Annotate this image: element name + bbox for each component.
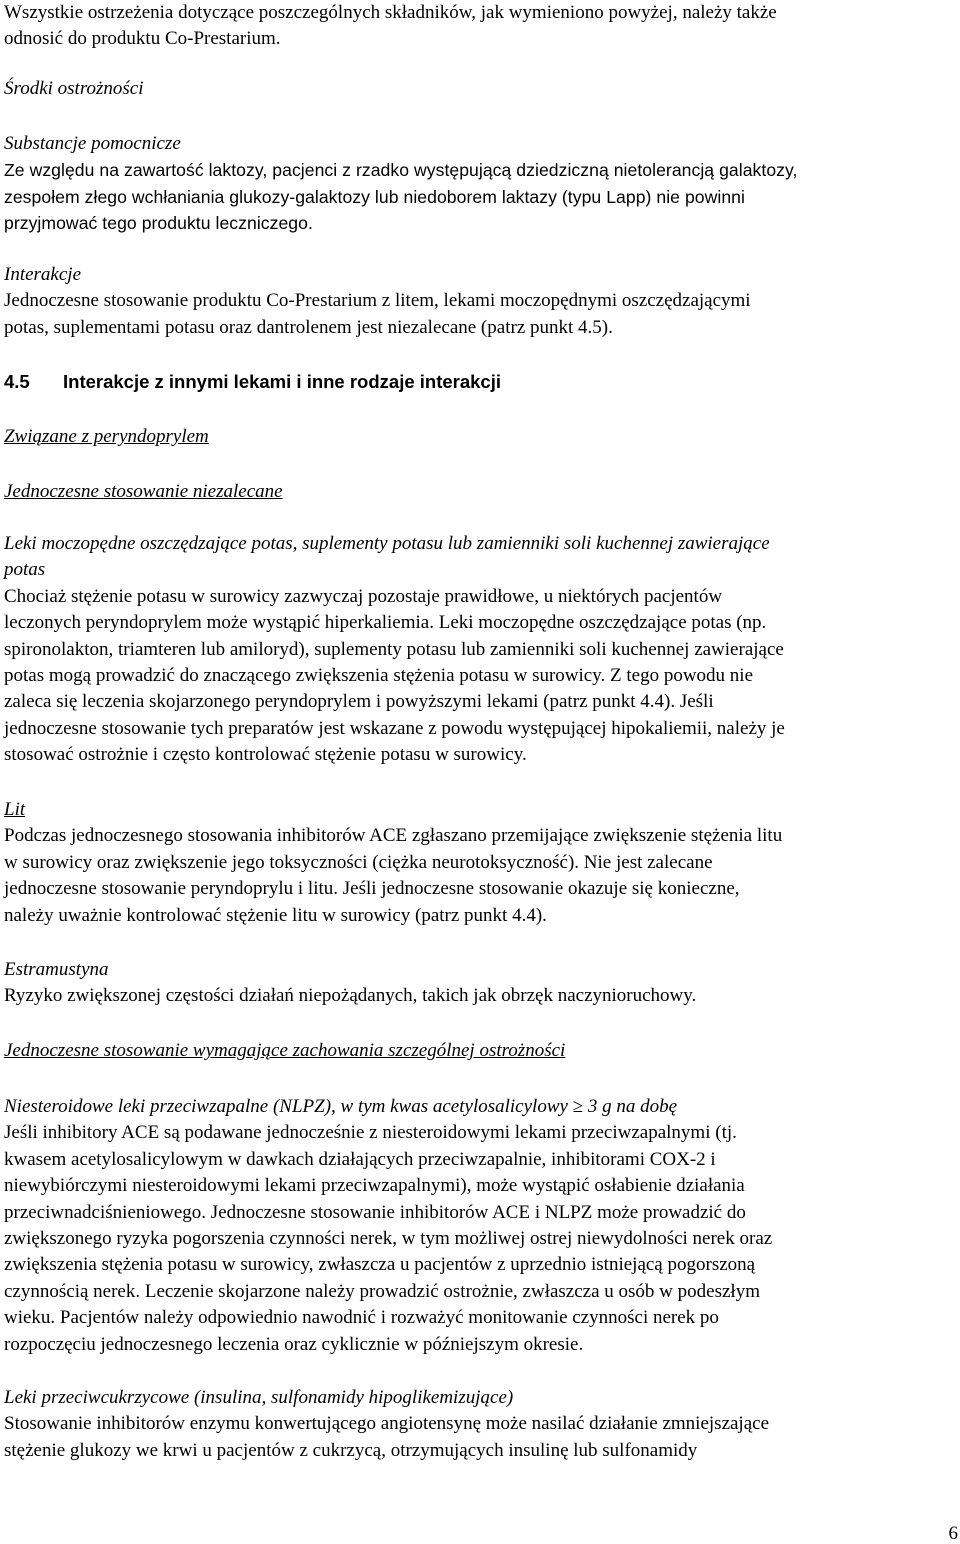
interactions-line-1: Jednoczesne stosowanie produktu Co-Prestarium z litem, lekami moczopędnymi oszczędzającymi (4, 290, 751, 312)
greater-or-equal-symbol: ≥ (572, 1096, 584, 1117)
excipients-section (4, 131, 958, 237)
estramustine-text: Ryzyko zwiększonej częstości działań niepożądanych, takich jak obrzęk naczynioruchowy. (4, 985, 697, 1007)
nsaids-section (4, 1094, 958, 1358)
excipients-line-1: Ze względu na zawartość laktozy, pacjenci z rzadko występującą dziedziczną nietolerancją galaktozy, (4, 160, 798, 181)
precautions-title: Środki ostrożności (4, 78, 144, 99)
potassium-line: zaleca się leczenia skojarzonego peryndoprylem i powyższymi lekami (patrz punkt 4.4). Jeśli (4, 691, 714, 713)
lithium-line: w surowicy oraz zwiększenie jego toksyczności (ciężka neurotoksyczność). Nie jest zalecane (4, 851, 713, 873)
nsaids-title (4, 1094, 958, 1120)
nsaids-line: zwiększenia stężenia potasu w surowicy, zwłaszcza u pacjentów z uprzednio istniejącą pogorszoną (4, 1254, 756, 1276)
intro-line-2: odnosić do produktu Co-Prestarium. (4, 28, 281, 50)
nsaids-line: Jeśli inhibitory ACE są podawane jednocześnie z niesteroidowymi lekami przeciwzapalnymi (tj. (4, 1122, 737, 1144)
potassium-section (4, 531, 958, 769)
caution-heading: Jednoczesne stosowanie wymagające zachowania szczególnej ostrożności (4, 1040, 566, 1061)
intro-line-1: Wszystkie ostrzeżenia dotyczące poszczególnych składników, jak wymieniono powyżej, należy także (4, 2, 777, 23)
estramustine-section (4, 957, 958, 1010)
nsaids-line: kwasem acetylosalicylowym w dawkach działających przeciwzapalnie, inhibitorami COX-2 i (4, 1148, 716, 1170)
section-title: Interakcje z innymi lekami i inne rodzaje interakcji (63, 371, 502, 392)
interactions-title: Interakcje (4, 264, 82, 285)
potassium-line: Chociaż stężenie potasu w surowicy zazwyczaj pozostaje prawidłowe, u niektórych pacjentów (4, 585, 723, 607)
antidiabetics-title: Leki przeciwcukrzycowe (insulina, sulfonamidy hipoglikemizujące) (4, 1387, 514, 1408)
lithium-line: jednoczesne stosowanie peryndoprylu i litu. Jeśli jednoczesne stosowanie okazuje się konieczne, (4, 878, 740, 900)
nsaids-line: niewybiórczymi niesteroidowymi lekami przeciwzapalnymi), może wystąpić osłabienie działania (4, 1175, 745, 1197)
potassium-line: leczonych peryndoprylem może wystąpić hiperkaliemia. Leki moczopędne oszczędzające potas (np. (4, 612, 767, 634)
nsaids-title-text: Niesteroidowe leki przeciwzapalne (NLPZ), w tym kwas acetylosalicylowy (4, 1096, 573, 1117)
not-recommended-heading: Jednoczesne stosowanie niezalecane (4, 481, 283, 502)
potassium-line: potas mogą prowadzić do znaczącego zwiększenia stężenia potasu w surowicy. Z tego powodu nie (4, 665, 753, 687)
nsaids-line: czynnością nerek. Leczenie skojarzone należy prowadzić ostrożnie, zwłaszcza u osób w podeszłym (4, 1280, 760, 1302)
excipients-line-3: przyjmować tego produktu leczniczego. (4, 213, 313, 234)
nsaids-line: rozpoczęciu jednoczesnego leczenia oraz cyklicznie w późniejszym okresie. (4, 1333, 584, 1355)
potassium-line: stosować ostrożnie i często kontrolować stężenie potasu w surowicy. (4, 744, 527, 766)
antidiabetics-line: Stosowanie inhibitorów enzymu konwertującego angiotensynę może nasilać działanie zmniejszające (4, 1413, 770, 1435)
antidiabetics-section (4, 1385, 958, 1464)
lithium-line: Podczas jednoczesnego stosowania inhibitorów ACE zgłaszano przemijające zwiększenie stężenia litu (4, 825, 783, 847)
interactions-line-2: potas, suplementami potasu oraz dantrolenem jest niezalecane (patrz punkt 4.5). (4, 316, 613, 338)
potassium-title-line-2: potas (4, 559, 46, 581)
excipients-title: Substancje pomocnicze (4, 133, 181, 154)
potassium-title-line-1: Leki moczopędne oszczędzające potas, suplementy potasu lub zamienniki soli kuchennej zawierające (4, 533, 770, 554)
estramustine-title: Estramustyna (4, 959, 109, 980)
nsaids-line: przeciwnadciśnieniowego. Jednoczesne stosowanie inhibitorów ACE i NLPZ może prowadzić do (4, 1201, 746, 1223)
nsaids-title-dose: 3 g na dobę (583, 1096, 678, 1117)
nsaids-line: zwiększonego ryzyka pogorszenia czynności nerek, w tym możliwej ostrej niewydolności nerek oraz (4, 1228, 773, 1250)
interactions-section (4, 262, 958, 341)
antidiabetics-line: stężenie glukozy we krwi u pacjentów z cukrzycą, otrzymujących insulinę lub sulfonamidy (4, 1439, 698, 1461)
intro-paragraph (4, 0, 958, 53)
lithium-line: należy uważnie kontrolować stężenie litu w surowicy (patrz punkt 4.4). (4, 904, 547, 926)
perindopril-heading: Związane z peryndoprylem (4, 426, 209, 447)
page-number: 6 (948, 1523, 958, 1544)
lithium-title: Lit (4, 799, 26, 820)
section-heading (4, 369, 501, 395)
potassium-line: jednoczesne stosowanie tych preparatów jest wskazane z powodu występującej hipokaliemii, należy je (4, 717, 785, 739)
nsaids-line: wieku. Pacjentów należy odpowiednio nawodnić i rozważyć monitowanie czynności nerek po (4, 1307, 719, 1329)
lithium-section (4, 797, 958, 929)
potassium-line: spironolakton, triamteren lub amiloryd), suplementy potasu lub zamienniki soli kuchennej zawierające (4, 638, 784, 660)
section-number: 4.5 (4, 371, 30, 392)
excipients-line-2: zespołem złego wchłaniania glukozy-galaktozy lub niedoborem laktazy (typu Lapp) nie powinni (4, 186, 745, 207)
